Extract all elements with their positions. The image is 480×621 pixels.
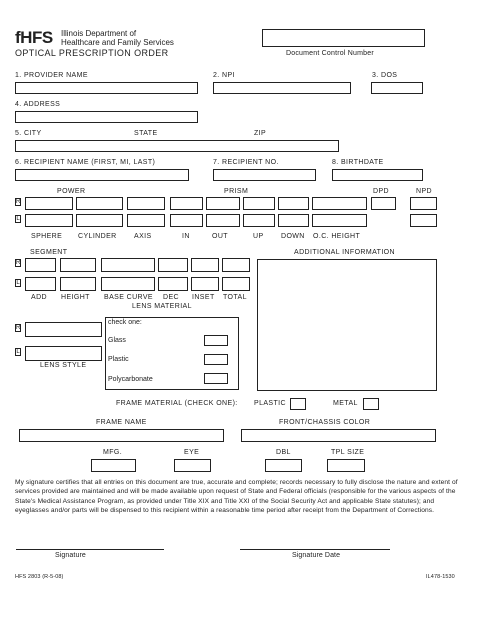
signature-date-line[interactable] (240, 549, 390, 550)
up-label: UP (253, 233, 264, 240)
prism-in-left[interactable] (170, 214, 203, 227)
agency-name-line2: Healthcare and Family Services (61, 38, 174, 47)
frame-metal-checkbox[interactable] (363, 398, 379, 410)
polycarbonate-label: Polycarbonate (108, 376, 153, 383)
segment-right-marker: R (16, 260, 21, 266)
form-number: HFS 2803 (R-5-08) (15, 574, 64, 580)
birthdate-label: 8. BIRTHDATE (332, 159, 384, 166)
lens-style-right-marker: R (16, 325, 21, 331)
seg-dec-left[interactable] (158, 277, 188, 291)
recipient-no-label: 7. RECIPIENT NO. (213, 159, 279, 166)
total-label: TOTAL (223, 294, 247, 301)
glass-checkbox[interactable] (204, 335, 228, 346)
dbl-field[interactable] (265, 459, 302, 472)
dbl-label: DBL (276, 449, 291, 456)
hfs-logo: fHFS (15, 28, 53, 47)
signature-label: Signature (55, 552, 86, 559)
address-label: 4. ADDRESS (15, 101, 61, 108)
frame-metal-label: METAL (333, 400, 358, 407)
oc-height-right[interactable] (312, 197, 367, 210)
segment-header: SEGMENT (30, 249, 68, 256)
frame-name-field[interactable] (19, 429, 224, 442)
form-code: IL478-1530 (426, 574, 455, 580)
plastic-lens-label: Plastic (108, 356, 129, 363)
prism-up-right[interactable] (243, 197, 275, 210)
oc-height-left[interactable] (312, 214, 367, 227)
prism-down-left[interactable] (278, 214, 309, 227)
cylinder-right[interactable] (76, 197, 123, 210)
oc-height-label: O.C. HEIGHT (313, 233, 361, 240)
seg-base-curve-right[interactable] (101, 258, 155, 272)
recipient-name-field[interactable] (15, 169, 189, 181)
city-label: 5. CITY (15, 130, 42, 137)
prism-out-right[interactable] (206, 197, 240, 210)
eye-field[interactable] (174, 459, 211, 472)
additional-info-header: ADDITIONAL INFORMATION (294, 249, 395, 256)
lens-style-right[interactable] (25, 322, 102, 337)
additional-info-field[interactable] (257, 259, 437, 391)
npd-right[interactable] (410, 197, 437, 210)
dos-field[interactable] (371, 82, 423, 94)
axis-label: AXIS (134, 233, 152, 240)
prism-up-left[interactable] (243, 214, 275, 227)
chassis-color-label: FRONT/CHASSIS COLOR (279, 419, 371, 426)
lens-style-label: LENS STYLE (40, 362, 87, 369)
sphere-left[interactable] (25, 214, 73, 227)
dpd-right[interactable] (371, 197, 396, 210)
glass-label: Glass (108, 337, 126, 344)
lens-material-label: LENS MATERIAL (132, 303, 192, 310)
provider-name-label: 1. PROVIDER NAME (15, 72, 88, 79)
seg-add-left[interactable] (25, 277, 56, 291)
signature-date-label: Signature Date (292, 552, 341, 559)
recipient-no-field[interactable] (213, 169, 316, 181)
npi-label: 2. NPI (213, 72, 235, 79)
dec-label: DEC (163, 294, 179, 301)
plastic-lens-checkbox[interactable] (204, 354, 228, 365)
axis-right[interactable] (127, 197, 165, 210)
eye-label: EYE (184, 449, 200, 456)
npi-field[interactable] (213, 82, 351, 94)
frame-material-label: FRAME MATERIAL (CHECK ONE): (116, 400, 238, 407)
cylinder-left[interactable] (76, 214, 123, 227)
recipient-name-label: 6. RECIPIENT NAME (FIRST, MI, LAST) (15, 159, 156, 166)
mfg-label: MFG. (103, 449, 123, 456)
state-label: STATE (134, 130, 158, 137)
base-curve-label: BASE CURVE (104, 294, 153, 301)
provider-name-field[interactable] (15, 82, 198, 94)
polycarbonate-checkbox[interactable] (204, 373, 228, 384)
right-eye-marker: R (16, 199, 21, 205)
npd-left[interactable] (410, 214, 437, 227)
lens-style-left-marker: L (16, 349, 20, 355)
form-title: OPTICAL PRESCRIPTION ORDER (15, 48, 169, 58)
seg-height-left[interactable] (60, 277, 96, 291)
seg-base-curve-left[interactable] (101, 277, 155, 291)
tpl-size-field[interactable] (327, 459, 365, 472)
check-one-label: check one: (108, 319, 142, 326)
dpd-header: DPD (373, 188, 389, 195)
agency-name-line1: Illinois Department of (61, 29, 137, 38)
seg-inset-left[interactable] (191, 277, 219, 291)
tpl-size-label: TPL SIZE (331, 449, 365, 456)
inset-label: INSET (192, 294, 215, 301)
city-state-zip-field[interactable] (15, 140, 339, 152)
sphere-label: SPHERE (31, 233, 63, 240)
left-eye-marker: L (16, 216, 20, 222)
frame-name-label: FRAME NAME (96, 419, 147, 426)
seg-dec-right[interactable] (158, 258, 188, 272)
seg-height-right[interactable] (60, 258, 96, 272)
prism-down-right[interactable] (278, 197, 309, 210)
add-label: ADD (31, 294, 47, 301)
in-label: IN (182, 233, 190, 240)
birthdate-field[interactable] (332, 169, 423, 181)
segment-left-marker: L (16, 280, 20, 286)
seg-total-left[interactable] (222, 277, 250, 291)
axis-left[interactable] (127, 214, 165, 227)
out-label: OUT (212, 233, 228, 240)
chassis-color-field[interactable] (241, 429, 436, 442)
down-label: DOWN (281, 233, 305, 240)
frame-plastic-label: PLASTIC (254, 400, 286, 407)
mfg-field[interactable] (91, 459, 136, 472)
prism-in-right[interactable] (170, 197, 203, 210)
frame-plastic-checkbox[interactable] (290, 398, 306, 410)
seg-inset-right[interactable] (191, 258, 219, 272)
lens-style-left[interactable] (25, 346, 102, 361)
power-header: POWER (57, 188, 86, 195)
cylinder-label: CYLINDER (78, 233, 117, 240)
seg-total-right[interactable] (222, 258, 250, 272)
height-label: HEIGHT (61, 294, 90, 301)
npd-header: NPD (416, 188, 432, 195)
sphere-right[interactable] (25, 197, 73, 210)
dcn-field[interactable] (262, 29, 425, 47)
seg-add-right[interactable] (25, 258, 56, 272)
prism-out-left[interactable] (206, 214, 240, 227)
address-field[interactable] (15, 111, 198, 123)
signature-line[interactable] (16, 549, 164, 550)
zip-label: ZIP (254, 130, 267, 137)
certification-text: My signature certifies that all entries on this document are true, accurate and complete; records necessary to fully disclose the nature and extent of services provided are maintained and will be made available upon request of State and Federal officials (responsible for the various aspects of the State's Medical Assistance Program, as provided under Title XIX and Title XXI of the Social Security Act and applicable State statutes); and eyeglasses and/or parts will be dispensed to this recipient within a reasonable time period after receipt from the Department of Corrections. (15, 479, 458, 515)
dcn-label: Document Control Number (286, 50, 374, 57)
dos-label: 3. DOS (372, 72, 398, 79)
prism-header: PRISM (224, 188, 249, 195)
